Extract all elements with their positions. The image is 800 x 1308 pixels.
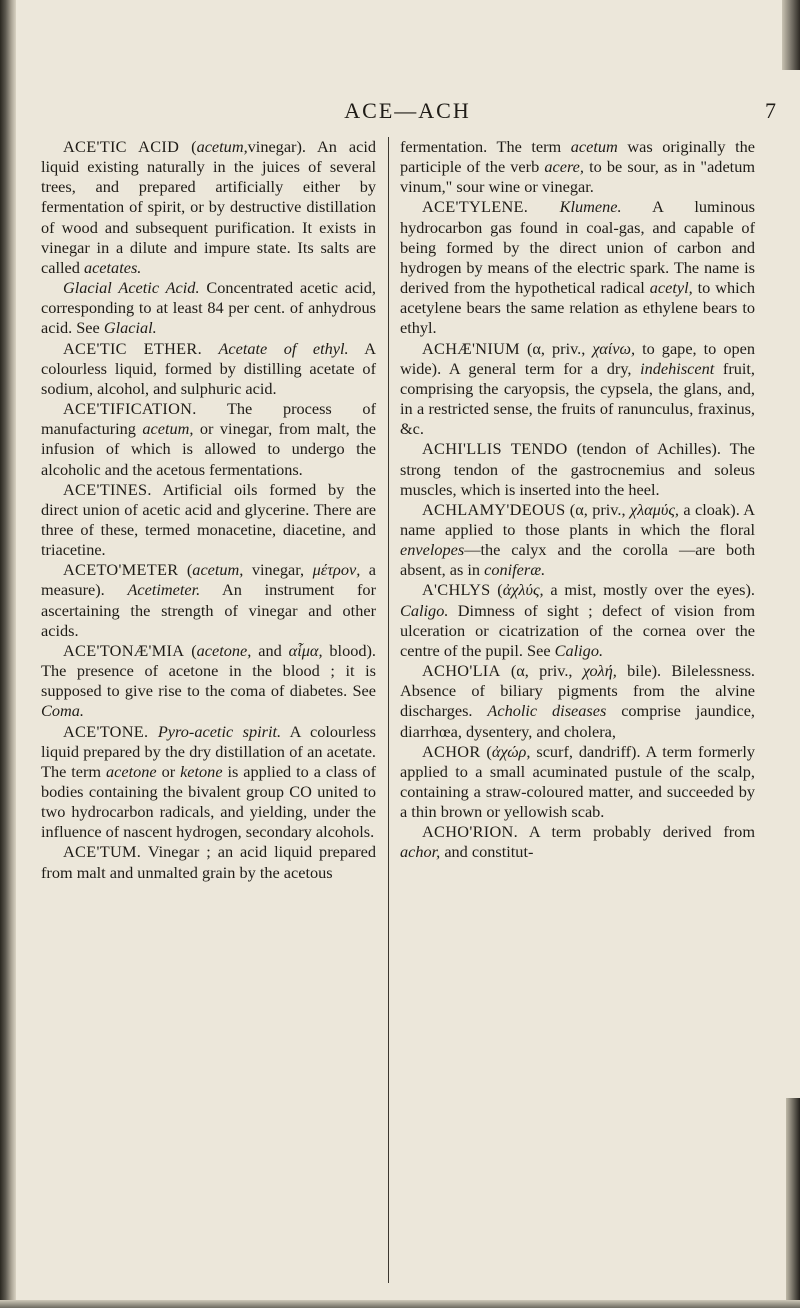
entry-italic-text: Acholic diseases <box>487 701 607 721</box>
entry-text: or <box>156 761 181 781</box>
dictionary-entry <box>400 137 755 197</box>
dictionary-entry <box>400 439 755 499</box>
entry-text: ( <box>490 580 503 600</box>
entry-text: An instrument for ascertaining the strength of vinegar and other acids. <box>41 580 376 640</box>
entry-italic-text: Caligo. <box>554 640 604 660</box>
entry-text: scurf, dandriff). A term formerly applied to a small acuminated pustule of the scalp, containing a straw-coloured matter, and succeeded by a thin brown or yellowish scab. <box>400 741 755 822</box>
entry-italic-text: αἷμα, <box>288 640 323 660</box>
dictionary-entry <box>400 500 755 581</box>
page-number: 7 <box>765 98 776 123</box>
entry-headword: ACE'TIC ACID <box>63 137 180 156</box>
entry-text: a mist, mostly over the eyes). <box>543 580 755 600</box>
page-header <box>35 98 780 132</box>
entry-text: is applied to a class of bodies containing the bivalent group CO united to two hydrocarbon radicals, and yielding, under the influence of nascent hydrogen, secondary alcohols. <box>41 761 376 842</box>
entry-text: (α, priv., <box>565 499 630 519</box>
entry-text: —the calyx and the corolla —are both absent, as in <box>400 540 755 580</box>
entry-italic-text: Pyro-acetic spirit. <box>157 721 282 741</box>
dictionary-entry <box>400 822 755 862</box>
dictionary-entry <box>41 480 376 561</box>
entry-text: (α, priv., <box>519 338 593 358</box>
entry-text: and constitut- <box>440 842 534 862</box>
dictionary-entry <box>41 722 376 843</box>
entry-italic-text: acetates. <box>83 257 142 277</box>
entry-text: The process of manufacturing <box>41 399 376 439</box>
running-head: ACE—ACH <box>344 98 471 123</box>
entry-text: vinegar). An acid liquid existing naturally in the juices of several trees, and prepared artificially either by fermentation of spirit, or by destructive distillation of wood and subsequent purification. It exists in vinegar in a dilute and impure state. Its salts are called <box>41 137 376 277</box>
entry-text: ( <box>480 741 492 761</box>
entry-italic-text: Acetimeter. <box>127 580 201 600</box>
left-column <box>41 137 376 883</box>
entry-text <box>528 197 559 216</box>
entry-headword: A'CHLYS <box>422 580 491 600</box>
entry-italic-text: achor, <box>400 842 441 862</box>
dictionary-entry <box>400 339 755 440</box>
entry-italic-text: acere, <box>544 157 584 177</box>
entry-text: a measure). <box>41 560 376 600</box>
entry-text: Vinegar ; an acid liquid prepared from malt and unmalted grain by the acetous <box>41 842 376 882</box>
entry-italic-text: χολή, <box>582 661 617 681</box>
entry-text: (tendon of Achilles). The strong tendon of the gastrocnemius and soleus muscles, which is inserted into the heel. <box>400 439 755 499</box>
entry-italic-text: Acetate of ethyl. <box>218 338 349 358</box>
entry-text: A luminous hydrocarbon gas found in coal-gas, and capable of being formed by the direct union of carbon and hydrogen by means of the electric spark. The name is derived from the hypothetical radical <box>400 197 755 298</box>
right-column <box>400 137 755 863</box>
entry-italic-text: acetum <box>570 137 618 156</box>
dictionary-entry <box>41 278 376 338</box>
entry-headword: ACE'TONÆ'MIA <box>63 640 185 660</box>
entry-headword: ACHOR <box>422 741 481 761</box>
entry-italic-text: coniferæ. <box>484 560 546 580</box>
entry-text: or vinegar, from malt, the infusion of which is allowed to undergo the alcoholic and the acetous fermentations. <box>41 419 376 479</box>
entry-text: (α, priv., <box>500 661 583 681</box>
column-divider <box>388 137 389 1283</box>
entry-text: comprise jaundice, diarrhœa, dysentery, and cholera, <box>400 701 755 741</box>
dictionary-entry <box>41 399 376 480</box>
entry-italic-text: acetone, <box>196 640 252 660</box>
entry-headword: ACE'TYLENE. <box>422 197 529 217</box>
entry-text: Concentrated acetic acid, corresponding to at least 84 per cent. of anhydrous acid. See <box>41 278 376 338</box>
entry-text: and <box>251 640 289 660</box>
dictionary-entry <box>400 661 755 742</box>
entry-text <box>148 722 157 741</box>
entry-text: ( <box>184 640 197 660</box>
entry-italic-text: Coma. <box>41 701 84 721</box>
dictionary-entry <box>41 842 376 882</box>
entry-headword: ACE'TONE. <box>63 721 149 741</box>
entry-text: to gape, to open wide). A general term for a dry, <box>400 338 756 378</box>
dictionary-entry <box>400 742 755 823</box>
entry-text: Dimness of sight ; defect of vision from ulceration or cicatrization of the cornea over the centre of the pupil. See <box>400 600 755 660</box>
entry-text: ( <box>179 137 197 156</box>
entry-italic-text: Caligo. <box>400 600 449 620</box>
entry-text: fruit, comprising the caryopsis, the cypsela, the glans, and, in a restricted sense, the fruits of ranunculus, fraxinus, &c. <box>400 358 756 439</box>
entry-headword: ACHI'LLIS TENDO <box>422 439 568 459</box>
entry-italic-text: Glacial Acetic Acid. <box>63 278 200 298</box>
entry-headword: ACE'TIC ETHER. <box>63 338 202 358</box>
entry-text: fermentation. The term <box>400 137 571 156</box>
entry-headword: ACE'TIFICATION. <box>63 399 197 419</box>
entry-italic-text: envelopes <box>400 540 465 560</box>
entry-italic-text: μέτρον, <box>312 560 361 580</box>
entry-headword: ACHO'LIA <box>422 661 501 681</box>
entry-italic-text: Klumene. <box>559 197 622 217</box>
dictionary-entry <box>41 641 376 722</box>
entry-headword: ACHÆ'NIUM <box>422 338 520 358</box>
entry-italic-text: acetone <box>106 761 157 781</box>
entry-text: ( <box>178 560 193 580</box>
entry-text: A colourless liquid, formed by distilling acetate of sodium, alcohol, and sulphuric acid. <box>41 338 376 398</box>
entry-text: blood). The presence of acetone in the blood ; it is supposed to give rise to the coma of diabetes. See <box>41 640 376 701</box>
page-corner-shadow <box>782 0 800 70</box>
entry-text: to which acetylene bears the same relation as ethylene bears to ethyl. <box>400 278 755 338</box>
entry-text: was originally the participle of the verb <box>400 137 755 177</box>
entry-headword: ACE'TINES. <box>63 479 152 499</box>
entry-italic-text: acetum, <box>192 560 244 580</box>
entry-italic-text: acetum, <box>142 419 194 439</box>
entry-headword: ACETO'METER <box>63 560 179 580</box>
dictionary-entry <box>41 339 376 399</box>
page-edge-shadow <box>786 1098 800 1308</box>
entry-text: A term probably derived from <box>517 822 755 842</box>
entry-text: to be sour, as in "adetum vinum," sour wine or vinegar. <box>400 157 755 197</box>
dictionary-entry <box>41 137 376 278</box>
dictionary-entry <box>400 197 755 338</box>
entry-text <box>202 339 219 358</box>
entry-text: a cloak). A name applied to those plants in which the floral <box>400 499 756 539</box>
entry-italic-text: acetum, <box>196 137 248 156</box>
entry-text: Artificial oils formed by the direct union of acetic acid and glycerine. There are three of these, termed monacetine, diacetine, and triacetine. <box>41 479 376 560</box>
entry-italic-text: indehiscent <box>640 358 715 378</box>
entry-italic-text: ἀχώρ, <box>491 741 531 761</box>
book-binding-edge <box>0 0 16 1308</box>
entry-italic-text: ketone <box>180 761 223 781</box>
dictionary-entry <box>400 580 755 661</box>
entry-text: vinegar, <box>243 560 313 580</box>
entry-headword: ACHLAMY'DEOUS <box>422 499 566 519</box>
dictionary-entry <box>41 560 376 641</box>
entry-italic-text: χαίνω, <box>592 338 636 358</box>
entry-text: A colourless liquid prepared by the dry distillation of an acetate. The term <box>41 721 376 781</box>
entry-headword: ACHO'RION. <box>422 822 518 842</box>
page-bottom-edge <box>0 1300 800 1308</box>
entry-italic-text: χλαμύς, <box>629 499 680 519</box>
entry-headword: ACE'TUM. <box>63 842 142 862</box>
entry-italic-text: ἀχλύς, <box>502 580 544 600</box>
entry-italic-text: acetyl, <box>649 278 693 298</box>
entry-italic-text: Glacial. <box>103 318 157 338</box>
entry-text: bile). Bilelessness. Absence of biliary pigments from the alvine discharges. <box>400 661 755 721</box>
